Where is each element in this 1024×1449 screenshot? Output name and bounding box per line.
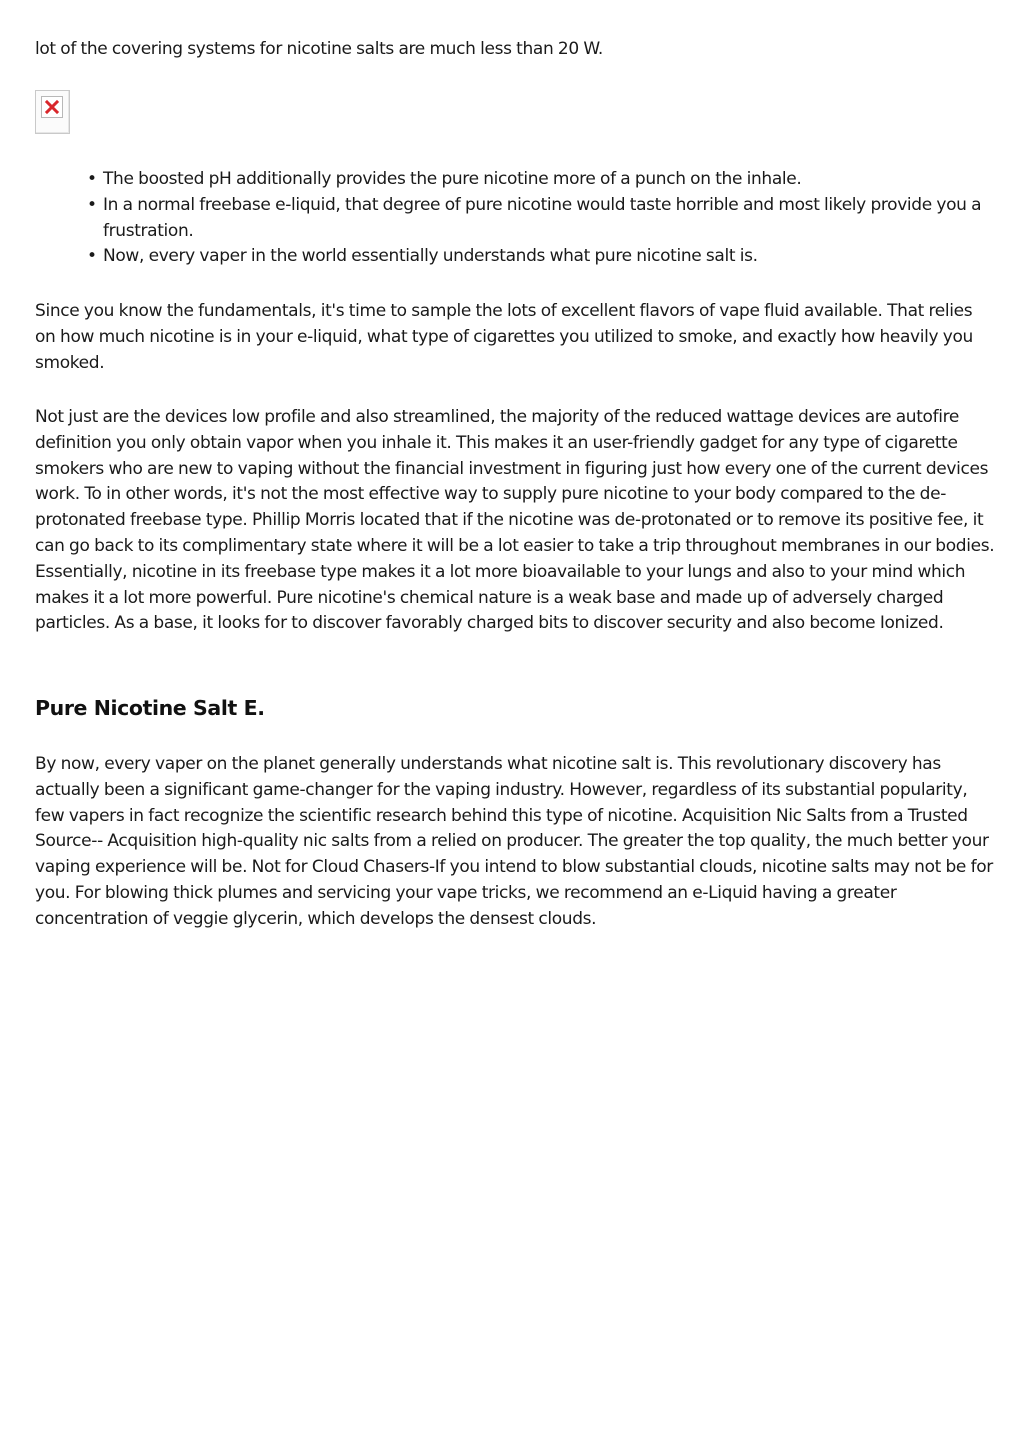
list-item-text: In a normal freebase e-liquid, that degree of pure nicotine would taste horrible and most likely provide you a frustration. bbox=[103, 194, 982, 241]
bullet-dot: • bbox=[87, 246, 97, 267]
list-item bbox=[87, 193, 995, 245]
bullet-dot: • bbox=[87, 194, 97, 215]
list-item-text: Now, every vaper in the world essentially understands what pure nicotine salt is. bbox=[103, 246, 758, 267]
list-item bbox=[87, 244, 995, 270]
intro-paragraph: lot of the covering systems for nicotine salts are much less than 20 W. bbox=[35, 39, 603, 59]
section-heading: Pure Nicotine Salt E. bbox=[35, 696, 265, 720]
list-item bbox=[87, 167, 995, 193]
broken-image-icon bbox=[35, 90, 70, 134]
paragraph: Not just are the devices low profile and also streamlined, the majority of the reduced wattage devices are autofire definition you only obtain vapor when you inhale it. This makes it an user-friendly gadget for any type of cigarette smokers who are new to vaping without the financial investment in figuring just how every one of the current devices work. To in other words, it's not the most effective way to supply pure nicotine to your body compared to the de-protonated freebase type. Phillip Morris located that if the nicotine was de-protonated or to remove its positive fee, it can go back to its complimentary state where it will be a lot easier to take a trip throughout membranes in our bodies. Essentially, nicotine in its freebase type makes it a lot more bioavailable to your lungs and also to your mind which makes it a lot more powerful. Pure nicotine's chemical nature is a weak base and made up of adversely charged particles. As a base, it looks for to discover favorably charged bits to discover security and also become Ionized. bbox=[35, 407, 995, 634]
list-item-text: The boosted pH additionally provides the pure nicotine more of a punch on the inhale. bbox=[103, 169, 802, 189]
bullet-list bbox=[87, 167, 995, 270]
close-x-icon bbox=[42, 97, 62, 117]
bullet-dot: • bbox=[87, 169, 97, 189]
broken-image-frame bbox=[41, 96, 63, 118]
paragraph: Since you know the fundamentals, it's time to sample the lots of excellent flavors of vape fluid available. That relies on how much nicotine is in your e-liquid, what type of cigarettes you utilized to smoke, and exactly how heavily you smoked. bbox=[35, 301, 973, 373]
paragraph: By now, every vaper on the planet generally understands what nicotine salt is. This revolutionary discovery has actually been a significant game-changer for the vaping industry. However, regardless of its substantial popularity, few vapers in fact recognize the scientific research behind this type of nicotine. Acquisition Nic Salts from a Trusted Source-- Acquisition high-quality nic salts from a relied on producer. The greater the top quality, the much better your vaping experience will be. Not for Cloud Chasers-If you intend to blow substantial clouds, nicotine salts may not be for you. For blowing thick plumes and servicing your vape tricks, we recommend an e-Liquid having a greater concentration of veggie glycerin, which develops the densest clouds. bbox=[35, 754, 993, 929]
